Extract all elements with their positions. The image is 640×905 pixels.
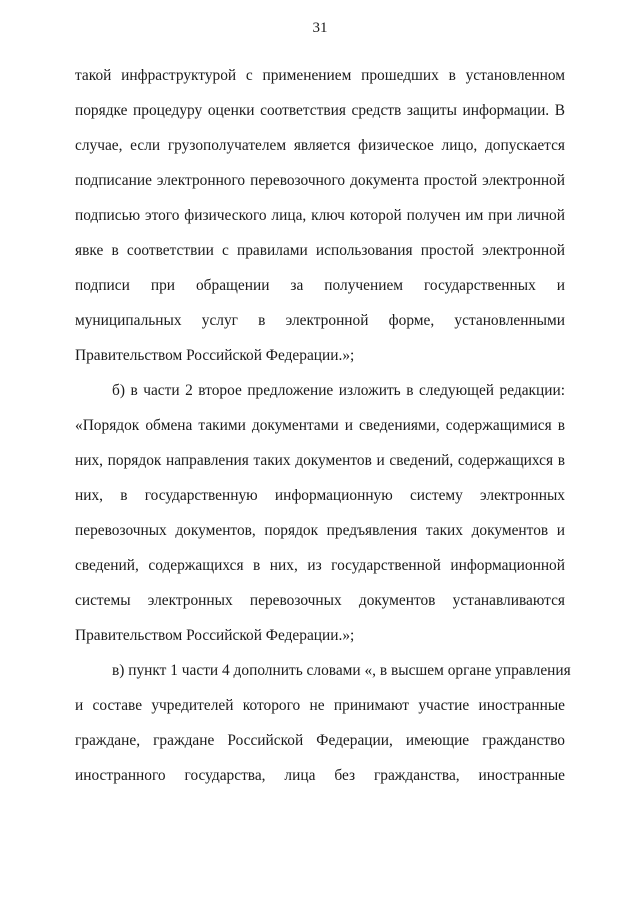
text-line: явке в соответствии с правилами использования простой электронной <box>75 242 565 259</box>
text-line: граждане, граждане Российской Федерации, имеющие гражданство <box>75 732 565 749</box>
paragraph-v-first-line: в) пункт 1 части 4 дополнить словами «, в высшем органе управления <box>112 662 571 679</box>
text-line: перевозочных документов, порядок предъявления таких документов и <box>75 522 565 539</box>
text-line: Правительством Российской Федерации.»; <box>75 627 355 644</box>
text-line: системы электронных перевозочных документов устанавливаются <box>75 592 565 609</box>
page-number: 31 <box>312 20 328 36</box>
text-line: сведений, содержащихся в них, из государственной информационной <box>75 557 565 574</box>
text-line: порядке процедуру оценки соответствия средств защиты информации. В <box>75 102 565 119</box>
text-line: подписи при обращении за получением государственных и <box>75 277 565 294</box>
text-line: случае, если грузополучателем является физическое лицо, допускается <box>75 137 565 154</box>
text-line: Правительством Российской Федерации.»; <box>75 347 355 364</box>
text-line: иностранного государства, лица без гражданства, иностранные <box>75 767 565 784</box>
text-line: и составе учредителей которого не принимают участие иностранные <box>75 697 565 714</box>
text-line: подписью этого физического лица, ключ которой получен им при личной <box>75 207 565 224</box>
paragraph-b-first-line: б) в части 2 второе предложение изложить в следующей редакции: <box>112 382 565 399</box>
text-line: муниципальных услуг в электронной форме, установленными <box>75 312 565 329</box>
text-line: них, порядок направления таких документов и сведений, содержащихся в <box>75 452 565 469</box>
text-line: подписание электронного перевозочного документа простой электронной <box>75 172 565 189</box>
text-line: «Порядок обмена такими документами и сведениями, содержащимися в <box>75 417 565 434</box>
text-line: такой инфраструктурой с применением прошедших в установленном <box>75 67 565 84</box>
text-line: них, в государственную информационную систему электронных <box>75 487 565 504</box>
